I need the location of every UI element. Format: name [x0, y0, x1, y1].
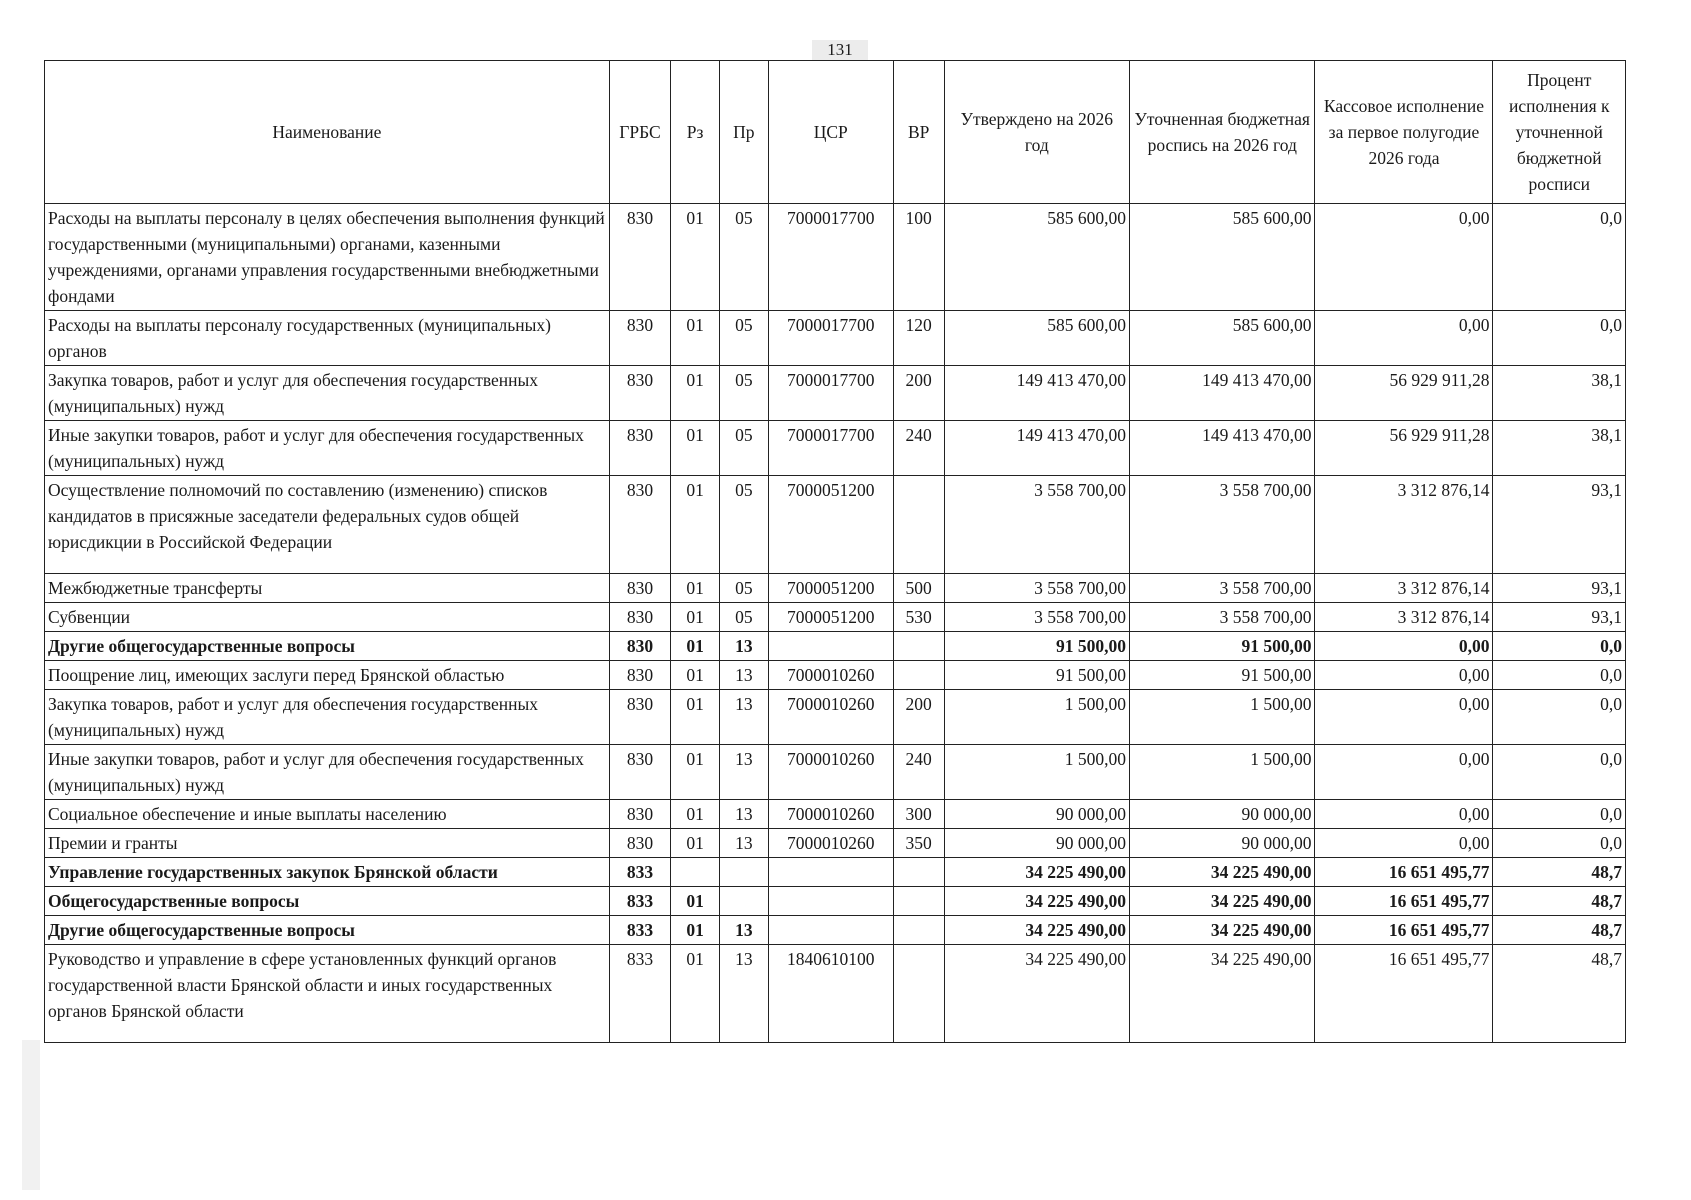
cell-pr: 05 — [719, 421, 768, 476]
cell-approved: 34 225 490,00 — [944, 945, 1129, 1043]
cell-csr: 7000051200 — [768, 476, 893, 574]
cell-vr: 240 — [893, 421, 944, 476]
cell-grbs: 833 — [609, 945, 670, 1043]
cell-vr — [893, 476, 944, 574]
cell-name: Другие общегосударственные вопросы — [45, 916, 610, 945]
cell-cash: 3 312 876,14 — [1315, 603, 1493, 632]
cell-grbs: 830 — [609, 745, 670, 800]
header-pr: Пр — [719, 61, 768, 204]
cell-grbs: 830 — [609, 574, 670, 603]
table-row — [45, 204, 1626, 311]
table-row — [45, 800, 1626, 829]
table-row — [45, 476, 1626, 574]
cell-cash: 16 651 495,77 — [1315, 916, 1493, 945]
cell-grbs: 830 — [609, 690, 670, 745]
cell-name: Управление государственных закупок Брянской области — [45, 858, 610, 887]
cell-name: Другие общегосударственные вопросы — [45, 632, 610, 661]
cell-grbs: 830 — [609, 366, 670, 421]
table-row — [45, 311, 1626, 366]
cell-refined: 3 558 700,00 — [1130, 603, 1315, 632]
cell-approved: 34 225 490,00 — [944, 858, 1129, 887]
cell-name: Расходы на выплаты персоналу в целях обеспечения выполнения функций государственными (муниципальными) органами, казенными учреждениями, органами управления государственными внебюджетными фондами — [45, 204, 610, 311]
cell-refined: 3 558 700,00 — [1130, 574, 1315, 603]
cell-csr: 7000010260 — [768, 800, 893, 829]
cell-refined: 3 558 700,00 — [1130, 476, 1315, 574]
cell-grbs: 830 — [609, 829, 670, 858]
cell-grbs: 830 — [609, 476, 670, 574]
header-approved: Утверждено на 2026 год — [944, 61, 1129, 204]
cell-pr: 13 — [719, 916, 768, 945]
cell-refined: 90 000,00 — [1130, 800, 1315, 829]
cell-cash: 0,00 — [1315, 311, 1493, 366]
cell-vr — [893, 887, 944, 916]
cell-refined: 149 413 470,00 — [1130, 421, 1315, 476]
cell-percent: 93,1 — [1493, 574, 1626, 603]
page-number: 131 — [812, 40, 868, 60]
cell-pr: 05 — [719, 204, 768, 311]
cell-csr: 7000051200 — [768, 574, 893, 603]
cell-vr: 240 — [893, 745, 944, 800]
cell-name: Премии и гранты — [45, 829, 610, 858]
cell-pr — [719, 887, 768, 916]
cell-cash: 0,00 — [1315, 800, 1493, 829]
cell-vr: 120 — [893, 311, 944, 366]
cell-csr — [768, 632, 893, 661]
cell-rz: 01 — [671, 204, 720, 311]
cell-percent: 0,0 — [1493, 800, 1626, 829]
cell-percent: 0,0 — [1493, 829, 1626, 858]
header-grbs: ГРБС — [609, 61, 670, 204]
table-row — [45, 887, 1626, 916]
cell-pr: 05 — [719, 366, 768, 421]
cell-cash: 0,00 — [1315, 829, 1493, 858]
cell-percent: 0,0 — [1493, 311, 1626, 366]
cell-approved: 91 500,00 — [944, 661, 1129, 690]
table-row — [45, 945, 1626, 1043]
cell-approved: 3 558 700,00 — [944, 476, 1129, 574]
header-percent: Процент исполнения к уточненной бюджетной росписи — [1493, 61, 1626, 204]
cell-rz: 01 — [671, 745, 720, 800]
budget-table — [44, 60, 1626, 1043]
cell-name: Иные закупки товаров, работ и услуг для обеспечения государственных (муниципальных) нужд — [45, 745, 610, 800]
cell-rz: 01 — [671, 632, 720, 661]
cell-refined: 91 500,00 — [1130, 632, 1315, 661]
cell-approved: 3 558 700,00 — [944, 603, 1129, 632]
cell-csr: 1840610100 — [768, 945, 893, 1043]
header-refined: Уточненная бюджетная роспись на 2026 год — [1130, 61, 1315, 204]
cell-name: Иные закупки товаров, работ и услуг для обеспечения государственных (муниципальных) нужд — [45, 421, 610, 476]
cell-cash: 56 929 911,28 — [1315, 366, 1493, 421]
cell-refined: 34 225 490,00 — [1130, 945, 1315, 1043]
cell-percent: 0,0 — [1493, 204, 1626, 311]
cell-vr: 200 — [893, 690, 944, 745]
cell-csr — [768, 916, 893, 945]
cell-percent: 48,7 — [1493, 916, 1626, 945]
cell-rz: 01 — [671, 311, 720, 366]
cell-refined: 149 413 470,00 — [1130, 366, 1315, 421]
cell-refined: 34 225 490,00 — [1130, 887, 1315, 916]
cell-refined: 34 225 490,00 — [1130, 916, 1315, 945]
cell-rz: 01 — [671, 800, 720, 829]
cell-rz: 01 — [671, 603, 720, 632]
table-body — [45, 204, 1626, 1043]
cell-approved: 585 600,00 — [944, 204, 1129, 311]
cell-grbs: 833 — [609, 916, 670, 945]
cell-percent: 38,1 — [1493, 421, 1626, 476]
cell-csr: 7000010260 — [768, 690, 893, 745]
cell-name: Расходы на выплаты персоналу государственных (муниципальных) органов — [45, 311, 610, 366]
header-vr: ВР — [893, 61, 944, 204]
cell-rz: 01 — [671, 366, 720, 421]
table-row — [45, 603, 1626, 632]
cell-grbs: 830 — [609, 661, 670, 690]
table-row — [45, 690, 1626, 745]
cell-cash: 56 929 911,28 — [1315, 421, 1493, 476]
cell-cash: 0,00 — [1315, 745, 1493, 800]
cell-refined: 91 500,00 — [1130, 661, 1315, 690]
cell-pr: 13 — [719, 661, 768, 690]
cell-grbs: 830 — [609, 800, 670, 829]
cell-percent: 48,7 — [1493, 945, 1626, 1043]
cell-pr: 13 — [719, 945, 768, 1043]
cell-name: Осуществление полномочий по составлению (изменению) списков кандидатов в присяжные заседатели федеральных судов общей юрисдикции в Российской Федерации — [45, 476, 610, 574]
cell-vr — [893, 916, 944, 945]
cell-pr: 05 — [719, 476, 768, 574]
table-row — [45, 916, 1626, 945]
cell-pr: 05 — [719, 574, 768, 603]
table-row — [45, 829, 1626, 858]
cell-approved: 90 000,00 — [944, 829, 1129, 858]
cell-rz: 01 — [671, 690, 720, 745]
budget-table-container — [44, 60, 1626, 1043]
cell-approved: 34 225 490,00 — [944, 887, 1129, 916]
cell-cash: 0,00 — [1315, 204, 1493, 311]
cell-pr: 05 — [719, 311, 768, 366]
cell-refined: 1 500,00 — [1130, 690, 1315, 745]
cell-approved: 149 413 470,00 — [944, 421, 1129, 476]
cell-rz: 01 — [671, 421, 720, 476]
cell-csr: 7000017700 — [768, 311, 893, 366]
cell-rz: 01 — [671, 916, 720, 945]
cell-approved: 91 500,00 — [944, 632, 1129, 661]
cell-name: Социальное обеспечение и иные выплаты населению — [45, 800, 610, 829]
header-name: Наименование — [45, 61, 610, 204]
cell-pr: 13 — [719, 632, 768, 661]
cell-csr: 7000010260 — [768, 745, 893, 800]
table-row — [45, 632, 1626, 661]
cell-pr: 13 — [719, 829, 768, 858]
header-cash: Кассовое исполнение за первое полугодие 2026 года — [1315, 61, 1493, 204]
cell-percent: 48,7 — [1493, 887, 1626, 916]
cell-pr: 13 — [719, 745, 768, 800]
cell-rz: 01 — [671, 574, 720, 603]
cell-csr: 7000010260 — [768, 661, 893, 690]
cell-refined: 90 000,00 — [1130, 829, 1315, 858]
cell-name: Закупка товаров, работ и услуг для обеспечения государственных (муниципальных) нужд — [45, 690, 610, 745]
header-csr: ЦСР — [768, 61, 893, 204]
cell-percent: 48,7 — [1493, 858, 1626, 887]
cell-name: Закупка товаров, работ и услуг для обеспечения государственных (муниципальных) нужд — [45, 366, 610, 421]
cell-grbs: 830 — [609, 603, 670, 632]
cell-grbs: 830 — [609, 311, 670, 366]
cell-csr — [768, 887, 893, 916]
cell-refined: 1 500,00 — [1130, 745, 1315, 800]
header-rz: Рз — [671, 61, 720, 204]
table-header-row — [45, 61, 1626, 204]
cell-approved: 3 558 700,00 — [944, 574, 1129, 603]
cell-pr: 13 — [719, 800, 768, 829]
cell-cash: 0,00 — [1315, 632, 1493, 661]
table-row — [45, 745, 1626, 800]
cell-percent: 0,0 — [1493, 632, 1626, 661]
cell-refined: 585 600,00 — [1130, 204, 1315, 311]
cell-name: Руководство и управление в сфере установленных функций органов государственной власти Брянской области и иных государственных органов Брянской области — [45, 945, 610, 1043]
cell-vr — [893, 945, 944, 1043]
cell-rz: 01 — [671, 661, 720, 690]
cell-percent: 0,0 — [1493, 745, 1626, 800]
scan-edge-artifact — [22, 1040, 40, 1190]
cell-csr — [768, 858, 893, 887]
cell-vr: 350 — [893, 829, 944, 858]
cell-approved: 90 000,00 — [944, 800, 1129, 829]
table-row — [45, 858, 1626, 887]
cell-grbs: 830 — [609, 421, 670, 476]
cell-cash: 3 312 876,14 — [1315, 574, 1493, 603]
table-row — [45, 574, 1626, 603]
cell-name: Субвенции — [45, 603, 610, 632]
cell-rz — [671, 858, 720, 887]
table-row — [45, 661, 1626, 690]
cell-grbs: 830 — [609, 204, 670, 311]
cell-rz: 01 — [671, 829, 720, 858]
cell-approved: 1 500,00 — [944, 745, 1129, 800]
cell-refined: 34 225 490,00 — [1130, 858, 1315, 887]
cell-cash: 16 651 495,77 — [1315, 945, 1493, 1043]
cell-pr: 05 — [719, 603, 768, 632]
cell-approved: 1 500,00 — [944, 690, 1129, 745]
cell-cash: 0,00 — [1315, 661, 1493, 690]
cell-vr: 100 — [893, 204, 944, 311]
cell-percent: 38,1 — [1493, 366, 1626, 421]
cell-grbs: 833 — [609, 858, 670, 887]
cell-rz: 01 — [671, 887, 720, 916]
table-row — [45, 366, 1626, 421]
table-row — [45, 421, 1626, 476]
cell-grbs: 833 — [609, 887, 670, 916]
cell-csr: 7000010260 — [768, 829, 893, 858]
cell-rz: 01 — [671, 945, 720, 1043]
cell-percent: 93,1 — [1493, 476, 1626, 574]
cell-name: Межбюджетные трансферты — [45, 574, 610, 603]
cell-csr: 7000017700 — [768, 204, 893, 311]
cell-approved: 149 413 470,00 — [944, 366, 1129, 421]
cell-refined: 585 600,00 — [1130, 311, 1315, 366]
cell-csr: 7000051200 — [768, 603, 893, 632]
cell-approved: 585 600,00 — [944, 311, 1129, 366]
cell-percent: 0,0 — [1493, 690, 1626, 745]
cell-csr: 7000017700 — [768, 421, 893, 476]
cell-grbs: 830 — [609, 632, 670, 661]
cell-percent: 0,0 — [1493, 661, 1626, 690]
cell-pr: 13 — [719, 690, 768, 745]
cell-vr: 500 — [893, 574, 944, 603]
cell-approved: 34 225 490,00 — [944, 916, 1129, 945]
cell-vr — [893, 661, 944, 690]
cell-vr — [893, 858, 944, 887]
cell-name: Общегосударственные вопросы — [45, 887, 610, 916]
cell-vr: 530 — [893, 603, 944, 632]
cell-cash: 3 312 876,14 — [1315, 476, 1493, 574]
cell-pr — [719, 858, 768, 887]
cell-cash: 16 651 495,77 — [1315, 858, 1493, 887]
cell-vr: 200 — [893, 366, 944, 421]
cell-vr — [893, 632, 944, 661]
cell-csr: 7000017700 — [768, 366, 893, 421]
cell-rz: 01 — [671, 476, 720, 574]
cell-percent: 93,1 — [1493, 603, 1626, 632]
cell-cash: 0,00 — [1315, 690, 1493, 745]
cell-name: Поощрение лиц, имеющих заслуги перед Брянской областью — [45, 661, 610, 690]
cell-vr: 300 — [893, 800, 944, 829]
cell-cash: 16 651 495,77 — [1315, 887, 1493, 916]
